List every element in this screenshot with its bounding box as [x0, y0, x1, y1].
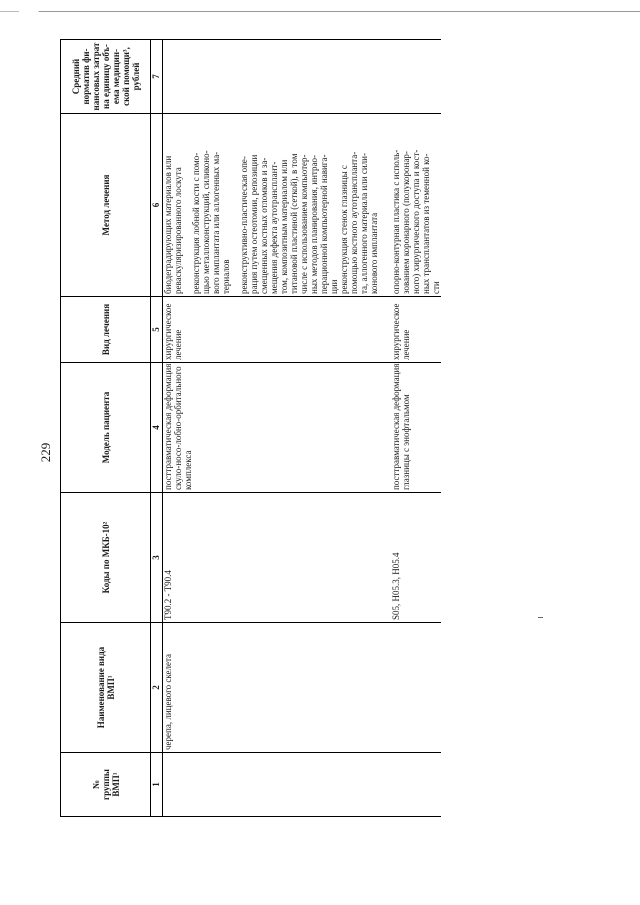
header-line: Наименование вида [95, 646, 106, 729]
header-line: на единицу объ- [100, 44, 111, 109]
header-line: группы [100, 769, 111, 800]
text-line: посттравматическая деформация [163, 363, 173, 490]
patient-model-cell [339, 363, 391, 493]
text-line: скуло-носо-лобно-орбитального [173, 366, 183, 490]
column-index-cell: 5 [151, 297, 163, 363]
paragraph-gap [183, 116, 191, 294]
column-index-row [151, 40, 163, 817]
text-line: реконструктивно-пластическая опе- [239, 156, 249, 294]
text-line: смещенных костных отломков и за- [259, 157, 269, 294]
text-line: та, аллогенного материала или сили- [359, 153, 369, 294]
icd-codes-cell [339, 493, 391, 623]
text-line: хирургическое [163, 303, 173, 360]
header-row [61, 40, 151, 817]
patient-model-cell [391, 363, 441, 493]
vmp-table [60, 39, 441, 817]
column-index-cell: 7 [151, 40, 163, 114]
text-line: S05, H05.3, H05.4 [391, 552, 401, 620]
treatment-method-cell [163, 114, 340, 297]
header-line: Средний [70, 58, 81, 95]
text-line: титановой пластиной (сеткой), в том [289, 153, 299, 294]
header-line: ской помощи³, [120, 47, 131, 106]
text-line: посттравматическая деформация [391, 363, 401, 490]
group-number-cell [391, 753, 441, 817]
text-line: щью металлоконструкций, силиконо- [201, 150, 211, 294]
table-body [163, 40, 442, 817]
treatment-type-cell [163, 297, 340, 363]
header-line: ема медицин- [110, 48, 121, 105]
treatment-method-cell [391, 114, 441, 297]
method-paragraph [339, 116, 379, 294]
table-row [163, 40, 340, 817]
text-line: ции [329, 279, 339, 294]
text-line: перационной компьютерной навига- [319, 154, 329, 294]
text-line: биодеградирующих материалов или [163, 155, 173, 294]
header-line: рублей [130, 62, 141, 91]
table-row [391, 40, 441, 817]
header-icd-codes: Коды по МКБ-10² [61, 493, 151, 623]
text-line: реконструкция стенок глазницы с [339, 165, 349, 294]
header-treatment-type: Вид лечения [61, 297, 151, 363]
text-line: том, композитным материалом или [279, 159, 289, 294]
page-number: 229 [38, 442, 53, 463]
text-line: числе с использованием компьютер- [299, 154, 309, 294]
text-line: помощью костного аутотранспланта- [349, 151, 359, 294]
header-average-cost [61, 40, 151, 114]
column-index-cell: 4 [151, 363, 163, 493]
text-line: ного) хирургического доступа и кост- [411, 149, 421, 294]
treatment-type-cell [339, 297, 391, 363]
treatment-type-cell [391, 297, 441, 363]
header-group-number [61, 753, 151, 817]
method-paragraph [191, 116, 231, 294]
text-line: реконструкция лобной кости с помо- [191, 152, 201, 294]
vmp-name-cell [391, 623, 441, 753]
header-patient-model: Модель пациента [61, 363, 151, 493]
average-cost-cell [163, 40, 340, 114]
vmp-name-cell [163, 623, 340, 753]
vmp-name-cell [339, 623, 391, 753]
header-line: норматив фи- [80, 48, 91, 105]
column-index-cell: 1 [151, 753, 163, 817]
treatment-method-cell [339, 114, 391, 297]
header-line: нансовых затрат [90, 42, 101, 111]
method-paragraph [391, 116, 441, 294]
text-line: ных методов планирования, интрао- [309, 155, 319, 294]
group-number-cell [339, 753, 391, 817]
text-line: хирургическое [391, 303, 401, 360]
icd-codes-cell [163, 493, 340, 623]
patient-model-cell [163, 363, 340, 493]
average-cost-cell [391, 40, 441, 114]
text-line: конового имплантата [369, 212, 379, 294]
header-line: № [90, 779, 101, 790]
text-line: комплекса [183, 450, 193, 490]
group-number-cell [163, 753, 340, 817]
text-line: мещения дефекта аутотрансплант- [269, 161, 279, 294]
method-paragraph [239, 116, 339, 294]
header-line: ВМП¹ [105, 675, 116, 700]
table-row [339, 40, 391, 817]
text-line: черепа, лицевого скелета [163, 653, 173, 750]
column-index-cell: 2 [151, 623, 163, 753]
text-line: глазницы с энофтальмом [401, 394, 411, 490]
text-line: териалов [221, 259, 231, 294]
text-line: реваскуляризированного лоскута [173, 167, 183, 294]
text-line: ных трансплантатов из теменной ко- [421, 153, 431, 294]
paragraph-gap [231, 116, 239, 294]
text-line: зованием коронарного (полукоронар- [401, 151, 411, 294]
text-line: лечение [401, 329, 411, 360]
text-line: T90.2 - T90.4 [163, 570, 173, 620]
header-line: ВМП¹ [110, 772, 121, 797]
text-line: опорно-контурная пластика с исполь- [391, 149, 401, 294]
text-line: вого имплантата или аллогенных ма- [211, 151, 221, 294]
column-index-cell: 6 [151, 114, 163, 297]
column-index-cell: 3 [151, 493, 163, 623]
header-treatment-method: Метод лечения [61, 114, 151, 297]
method-paragraph [163, 116, 183, 294]
text-line: сти [431, 281, 441, 294]
average-cost-cell [339, 40, 391, 114]
icd-codes-cell [391, 493, 441, 623]
text-line: лечение [173, 329, 183, 360]
header-vmp-name [61, 623, 151, 753]
text-line: рация путем остеотомии, репозиции [249, 154, 259, 294]
